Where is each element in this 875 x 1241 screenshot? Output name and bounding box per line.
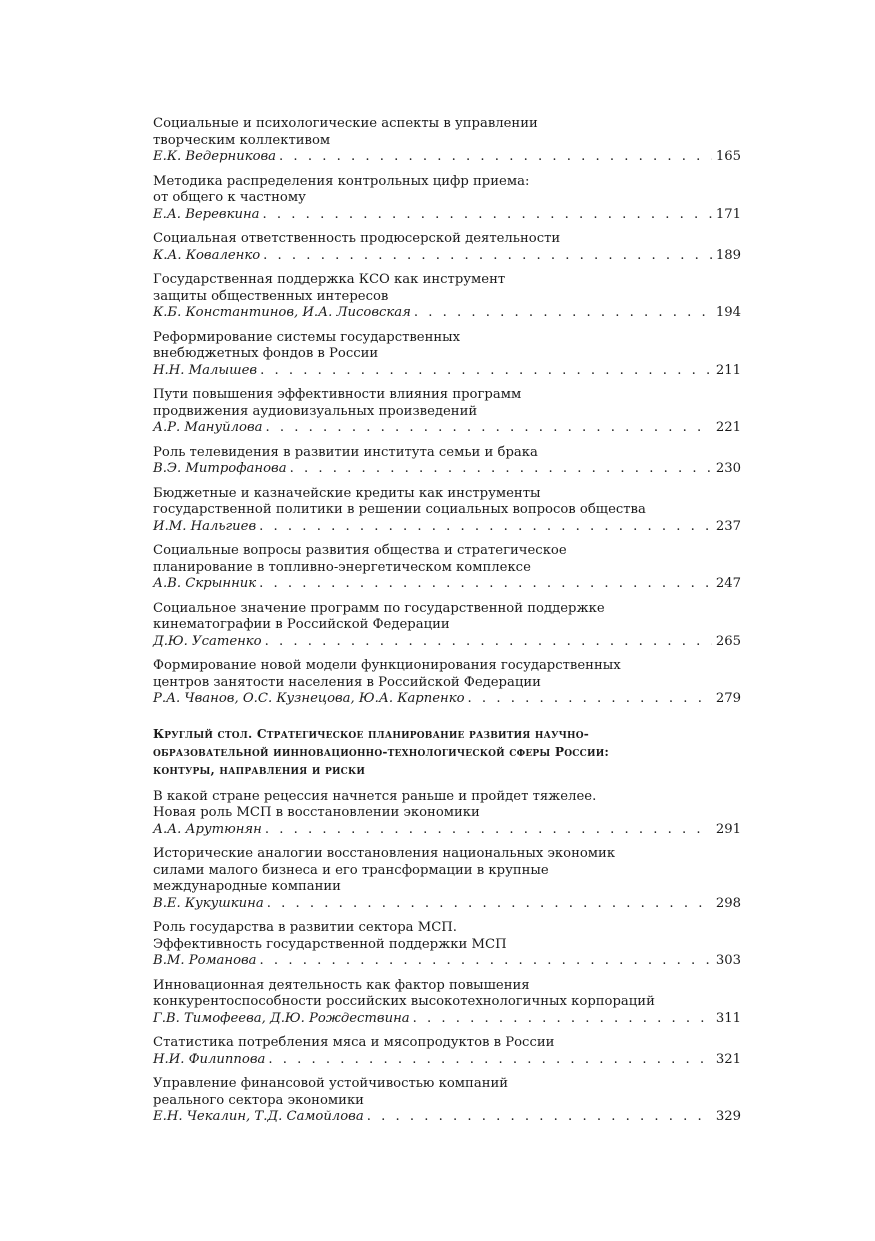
- dot-leader: [367, 1109, 712, 1126]
- toc-entry-authors: К.А. Коваленко: [153, 247, 261, 263]
- toc-entry-page-number: 329: [715, 1109, 741, 1124]
- toc-entry-authors: Г.В. Тимофеева, Д.Ю. Рождествина: [153, 1010, 410, 1026]
- toc-entry[interactable]: [153, 543, 741, 593]
- toc-entry-title: Социальное значение программ по государственной поддержке кинематографии в Российской Федерации: [153, 600, 605, 632]
- toc-entry-authors: В.М. Романова: [153, 953, 257, 968]
- toc-entry-author-line: [153, 305, 741, 322]
- toc-entry-author-line: [153, 149, 741, 166]
- toc-entry-authors: Е.К. Ведерникова: [153, 149, 277, 164]
- dot-leader: [413, 1011, 712, 1028]
- toc-entry[interactable]: [153, 1076, 741, 1126]
- dot-leader: [267, 896, 712, 913]
- toc-entry-author-line: [153, 1052, 741, 1069]
- dot-leader: [260, 363, 712, 380]
- toc-entry-author-line: [153, 420, 741, 437]
- toc-entry-author-line: [153, 953, 741, 970]
- dot-leader: [265, 634, 712, 651]
- section-heading: [153, 725, 741, 779]
- dot-leader: [468, 691, 712, 708]
- toc-entry[interactable]: [153, 846, 741, 912]
- table-of-contents: [153, 116, 741, 1134]
- toc-entry-page-number: 265: [715, 633, 741, 649]
- toc-entry-author-line: [153, 207, 741, 224]
- toc-entry[interactable]: [153, 272, 741, 322]
- dot-leader: [265, 822, 712, 839]
- toc-entry-title: Роль телевидения в развитии института семьи и брака: [153, 444, 538, 460]
- toc-entry-page-number: 279: [715, 691, 741, 706]
- toc-entry-authors: К.Б. Константинов, И.А. Лисовская: [153, 305, 411, 320]
- toc-entry-title: Социальные и психологические аспекты в управлении творческим коллективом: [153, 116, 538, 148]
- toc-entry-author-line: [153, 576, 741, 593]
- toc-entry-page-number: 230: [715, 461, 741, 476]
- dot-leader: [263, 207, 712, 224]
- toc-entry-authors: В.Е. Кукушкина: [153, 895, 264, 911]
- toc-entry[interactable]: [153, 330, 741, 380]
- section-heading-line-2: образовательной иинновационно-технологической сферы России:: [153, 744, 610, 759]
- dot-leader: [263, 248, 712, 265]
- toc-entry[interactable]: [153, 658, 741, 708]
- toc-entry-page-number: 311: [715, 1010, 741, 1026]
- toc-entry-title: Инновационная деятельность как фактор повышения конкурентоспособности российских высокотехнологичных корпораций: [153, 977, 655, 1009]
- toc-entry[interactable]: [153, 486, 741, 536]
- toc-entry-page-number: 211: [715, 362, 741, 378]
- toc-entry-authors: А.Р. Мануйлова: [153, 420, 263, 435]
- toc-entry[interactable]: [153, 789, 741, 839]
- toc-entry-author-line: [153, 634, 741, 651]
- dot-leader: [259, 519, 712, 536]
- dot-leader: [290, 461, 712, 478]
- toc-entry-title: Пути повышения эффективности влияния программ продвижения аудиовизуальных произведений: [153, 387, 522, 419]
- toc-entry-authors: Р.А. Чванов, О.С. Кузнецова, Ю.А. Карпенко: [153, 691, 465, 706]
- toc-entry-title: Бюджетные и казначейские кредиты как инструменты государственной политики в решении социальных вопросов общества: [153, 485, 646, 517]
- toc-entry-authors: А.А. Арутюнян: [153, 821, 262, 837]
- toc-entry[interactable]: [153, 1035, 741, 1068]
- dot-leader: [266, 420, 712, 437]
- toc-entry-page-number: 221: [715, 420, 741, 435]
- toc-entry-authors: В.Э. Митрофанова: [153, 461, 287, 476]
- dot-leader: [414, 305, 712, 322]
- toc-entry[interactable]: [153, 116, 741, 166]
- toc-entry-page-number: 194: [715, 305, 741, 320]
- toc-entry-page-number: 165: [715, 149, 741, 164]
- toc-list-a: [153, 116, 741, 708]
- toc-entry-title: Государственная поддержка КСО как инструмент защиты общественных интересов: [153, 272, 506, 304]
- toc-entry-title: Методика распределения контрольных цифр приема: от общего к частному: [153, 173, 530, 205]
- toc-entry-title: Роль государства в развитии сектора МСП. Эффективность государственной поддержки МСП: [153, 920, 507, 952]
- toc-entry-author-line: [153, 363, 741, 380]
- section-heading-line-3: контуры, направления и риски: [153, 762, 366, 777]
- toc-entry-author-line: [153, 1011, 741, 1028]
- toc-entry-title: Реформирование системы государственных внебюджетных фондов в России: [153, 329, 461, 361]
- toc-list-b: [153, 789, 741, 1126]
- toc-entry-author-line: [153, 461, 741, 478]
- toc-entry-page-number: 189: [715, 247, 741, 263]
- toc-entry-page-number: 291: [715, 821, 741, 837]
- toc-entry-page-number: 303: [715, 953, 741, 968]
- toc-entry-page-number: 247: [715, 576, 741, 591]
- toc-entry-author-line: [153, 691, 741, 708]
- toc-entry-page-number: 321: [715, 1051, 741, 1067]
- toc-entry-title: Социальные вопросы развития общества и стратегическое планирование в топливно-энергетическом комплексе: [153, 543, 567, 575]
- toc-entry-authors: Н.Н. Малышев: [153, 362, 258, 378]
- dot-leader: [279, 149, 712, 166]
- toc-entry-authors: Д.Ю. Усатенко: [153, 633, 262, 649]
- toc-entry-page-number: 237: [715, 518, 741, 534]
- toc-entry-page-number: 171: [715, 206, 741, 222]
- toc-entry-authors: Е.А. Веревкина: [153, 206, 260, 222]
- toc-entry-title: Управление финансовой устойчивостью компаний реального сектора экономики: [153, 1076, 509, 1108]
- toc-entry[interactable]: [153, 445, 741, 478]
- toc-entry-title: Социальная ответственность продюсерской деятельности: [153, 231, 561, 246]
- toc-entry[interactable]: [153, 231, 741, 264]
- toc-entry-title: Формирование новой модели функционирования государственных центров занятости населения в Российской Федерации: [153, 658, 621, 690]
- toc-entry-authors: Е.Н. Чекалин, Т.Д. Самойлова: [153, 1109, 364, 1124]
- toc-entry[interactable]: [153, 174, 741, 224]
- toc-entry-title: В какой стране рецессия начнется раньше и пройдет тяжелее. Новая роль МСП в восстановлении экономики: [153, 788, 597, 820]
- toc-entry-authors: И.М. Нальгиев: [153, 518, 257, 534]
- toc-entry-authors: А.В. Скрынник: [153, 576, 257, 591]
- section-heading-line-1: Круглый стол. Стратегическое планирование развития научно-: [153, 726, 590, 741]
- toc-entry-title: Исторические аналогии восстановления национальных экономик силами малого бизнеса и его трансформации в крупные международные компании: [153, 846, 616, 894]
- toc-entry[interactable]: [153, 601, 741, 651]
- dot-leader: [260, 953, 712, 970]
- toc-entry-page-number: 298: [715, 895, 741, 911]
- toc-entry-author-line: [153, 896, 741, 913]
- toc-entry-title: Статистика потребления мяса и мясопродуктов в России: [153, 1035, 555, 1050]
- toc-entry[interactable]: [153, 920, 741, 970]
- dot-leader: [259, 576, 712, 593]
- toc-entry-author-line: [153, 1109, 741, 1126]
- toc-entry[interactable]: [153, 978, 741, 1028]
- toc-entry-authors: Н.И. Филиппова: [153, 1051, 266, 1067]
- toc-entry-author-line: [153, 822, 741, 839]
- toc-entry-author-line: [153, 519, 741, 536]
- toc-entry-author-line: [153, 248, 741, 265]
- toc-entry[interactable]: [153, 387, 741, 437]
- dot-leader: [268, 1052, 711, 1069]
